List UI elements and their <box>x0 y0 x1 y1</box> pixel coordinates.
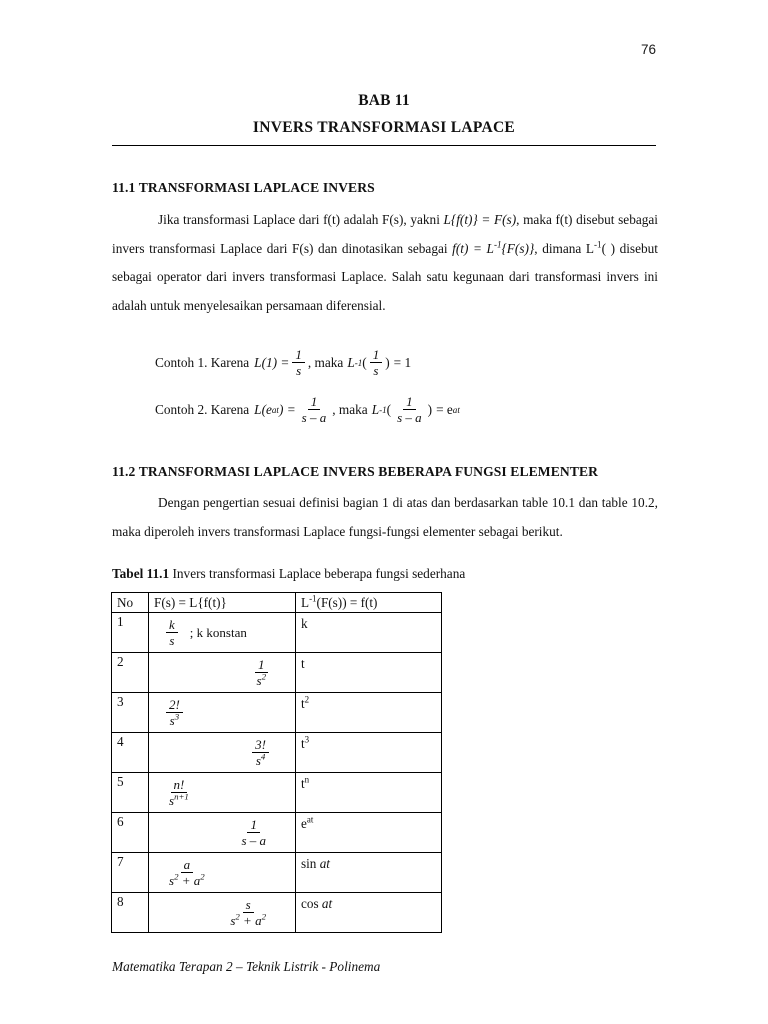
example-2-mid-text: , maka <box>332 401 368 417</box>
example-1-fraction-2 <box>370 348 383 378</box>
fraction-numerator: a <box>181 858 194 873</box>
inverse-exponent: at <box>306 814 314 825</box>
row-number: 5 <box>112 773 149 813</box>
expression-wrapper <box>154 774 290 811</box>
row-inverse-expression <box>296 733 442 773</box>
denominator-exponent: 4 <box>260 751 266 762</box>
row-inverse-expression <box>296 653 442 693</box>
fraction-denominator: $s^4$ <box>255 751 266 768</box>
row-inverse-expression <box>296 853 442 893</box>
fraction-numerator: n! <box>171 778 188 793</box>
row-inverse-expression <box>296 613 442 653</box>
inverse-wrapper: $t^2$ <box>301 694 310 711</box>
fraction <box>254 658 269 688</box>
inverse-wrapper: sin at <box>301 856 330 871</box>
denominator-tail-exponent: 2 <box>200 871 205 882</box>
chapter-title: INVERS TRANSFORMASI LAPACE <box>252 119 516 136</box>
header-inverse: $L^{-1}(F(s)) = f(t)$ <box>296 593 442 613</box>
para2-text: Dengan pengertian sesuai definisi bagian 1 di atas dan berdasarkan table 10.1 dan table 10.2, maka diperoleh invers transformasi Laplace fungsi-fungsi elementer sebagai berikut. <box>112 495 658 539</box>
expression-wrapper <box>154 814 290 851</box>
row-number: 3 <box>112 693 149 733</box>
example-1-paren-open: ( <box>362 354 367 370</box>
denominator-exponent: n+1 <box>174 791 189 802</box>
row-number: 7 <box>112 853 149 893</box>
example-1-operator: L <box>347 354 355 370</box>
row-number: 1 <box>112 613 149 653</box>
table-caption <box>112 566 465 582</box>
table-header-row <box>112 593 442 613</box>
table-row <box>112 853 442 893</box>
example-2-paren-close: ) <box>427 401 433 417</box>
denominator-exponent: 2 <box>261 671 266 682</box>
fraction <box>166 858 208 888</box>
row-transform-expression <box>149 813 296 853</box>
example-1-fraction-2-denominator: s <box>373 363 379 379</box>
expression-note: ; k konstan <box>189 624 247 640</box>
fraction-numerator: k <box>166 618 178 633</box>
inverse-exponent: 2 <box>304 694 310 705</box>
example-2-fraction-2 <box>394 395 425 425</box>
expression-wrapper <box>154 734 290 771</box>
table-row <box>112 893 442 933</box>
inverse-wrapper: $t^n$ <box>301 774 310 791</box>
para1-text-2: , maka f(t) disebut sebagai invers transformasi Laplace dari F(s) dan dinotasikan sebagai <box>112 212 658 256</box>
example-1-fraction-1-denominator: s <box>296 363 302 379</box>
example-2-lhs-end: ) = <box>278 401 296 417</box>
fraction-denominator: s <box>169 633 175 648</box>
section-11-2-paragraph <box>112 489 658 546</box>
chapter-number: BAB 11 <box>358 92 410 109</box>
page-number: 76 <box>640 42 656 57</box>
example-1-result: = 1 <box>393 354 412 370</box>
fraction-denominator: $s^{n+1}$ <box>169 791 189 808</box>
fraction <box>166 618 178 648</box>
row-transform-expression <box>149 693 296 733</box>
table-caption-label: Tabel 11.1 <box>112 566 170 581</box>
table-row <box>112 693 442 733</box>
example-2-fraction-2-numerator: 1 <box>403 395 416 410</box>
expression-wrapper <box>154 654 290 691</box>
para1-text-4: ( ) disebut sebagai operator dari invers transformasi Laplace. Salah satu kegunaan dari transformasi invers ini adalah untuk menyelesaikan persamaan diferensial. <box>112 240 658 313</box>
denominator-exponent: 2 <box>174 871 179 882</box>
row-number: 2 <box>112 653 149 693</box>
example-2-lhs: L(e <box>254 401 272 417</box>
fraction-denominator: s – a <box>241 833 266 848</box>
denominator-tail-exponent: 2 <box>261 911 266 922</box>
example-1-fraction-1-numerator: 1 <box>292 348 305 363</box>
example-1-paren-close: ) <box>385 354 390 370</box>
page-footer: Matematika Terapan 2 – Teknik Listrik - Polinema <box>112 959 381 974</box>
row-number: 8 <box>112 893 149 933</box>
para1-math-2: f(t) = L <box>452 240 494 256</box>
example-2-fraction-1-denominator: s – a <box>301 410 327 426</box>
example-2-fraction-1 <box>299 395 330 425</box>
inverse-exponent: 3 <box>304 734 310 745</box>
inverse-exponent: n <box>304 774 310 785</box>
fraction <box>238 818 269 848</box>
fraction-numerator: s <box>243 898 254 913</box>
fraction-numerator: 1 <box>255 658 268 673</box>
example-1-fraction-2-numerator: 1 <box>370 348 383 363</box>
row-inverse-expression <box>296 693 442 733</box>
row-transform-expression <box>149 613 296 653</box>
heading-divider-rule <box>112 145 656 146</box>
table-caption-text: Invers transformasi Laplace beberapa fungsi sederhana <box>169 566 466 581</box>
fraction-numerator: 1 <box>247 818 260 833</box>
fraction-denominator: $s^2 + a^2$ <box>230 911 266 928</box>
example-1-lhs: L(1) = <box>254 354 290 370</box>
inverse-wrapper: cos at <box>301 896 333 911</box>
example-2-paren-open: ( <box>386 401 392 417</box>
table-row <box>112 733 442 773</box>
example-2-fraction-1-numerator: 1 <box>308 395 321 410</box>
fraction-denominator: $s^2 + a^2$ <box>169 871 205 888</box>
inverse-wrapper: t <box>301 656 305 671</box>
para1-text-3: , dimana L <box>534 240 595 256</box>
row-transform-expression <box>149 773 296 813</box>
row-transform-expression <box>149 653 296 693</box>
para1-text-3-superscript: -1 <box>594 239 602 250</box>
table-row <box>112 773 442 813</box>
section-heading-11-2: 11.2 TRANSFORMASI LAPLACE INVERS BEBERAPA FUNGSI ELEMENTER <box>112 464 599 479</box>
para1-math-3: {F(s)} <box>501 240 535 256</box>
fraction <box>166 698 183 728</box>
inverse-wrapper: $t^3$ <box>301 734 310 751</box>
expression-wrapper <box>154 894 290 931</box>
inverse-italic-arg: at <box>319 856 330 871</box>
inverse-wrapper: k <box>301 616 308 631</box>
expression-wrapper <box>154 614 290 651</box>
fraction-numerator: 3! <box>252 738 269 753</box>
row-number: 4 <box>112 733 149 773</box>
row-inverse-expression <box>296 893 442 933</box>
denominator-exponent: 2 <box>235 911 240 922</box>
example-2-result: = e <box>436 401 453 417</box>
inverse-italic-arg: at <box>321 896 333 911</box>
table-row <box>112 653 442 693</box>
fraction-denominator: $s^2$ <box>256 671 266 688</box>
fraction-numerator: 2! <box>166 698 183 713</box>
row-transform-expression <box>149 853 296 893</box>
fraction <box>166 778 192 808</box>
example-2-operator: L <box>371 401 380 417</box>
para1-text-1: Jika transformasi Laplace dari f(t) adalah F(s), yakni <box>158 212 444 227</box>
example-1-label: Contoh 1. Karena <box>155 354 250 370</box>
denominator-exponent: 3 <box>174 711 180 722</box>
table-row <box>112 613 442 653</box>
fraction <box>252 738 269 768</box>
row-transform-expression <box>149 893 296 933</box>
example-2-fraction-2-denominator: s – a <box>397 410 422 426</box>
row-number: 6 <box>112 813 149 853</box>
example-2: Contoh 2. Karena L(e at ) = $\frac{1}{s - a}$ , maka L -1 ( $\frac{1}{s - a}$ ) = e at <box>155 394 460 426</box>
inverse-wrapper: $e^{at}$ <box>301 814 314 831</box>
fraction-denominator: $s^3$ <box>169 711 180 728</box>
header-fs: F(s) = L{f(t)} <box>149 593 296 613</box>
example-1: Contoh 1. Karena L(1) = $\frac{1}{s}$ , maka L -1 ( $\frac{1}{s}$ ) = 1 <box>155 347 412 379</box>
fraction <box>227 898 269 928</box>
header-inverse-superscript: -1 <box>309 593 317 604</box>
section-heading-11-1: 11.1 TRANSFORMASI LAPLACE INVERS <box>112 180 375 195</box>
example-2-label: Contoh 2. Karena <box>155 401 250 417</box>
example-1-fraction-1 <box>292 348 305 378</box>
expression-wrapper <box>154 694 290 731</box>
expression-wrapper <box>154 854 290 891</box>
para1-math-2-superscript: -1 <box>493 239 502 250</box>
header-no: No <box>112 593 149 613</box>
example-1-mid-text: , maka <box>307 354 344 370</box>
row-transform-expression <box>149 733 296 773</box>
table-row <box>112 813 442 853</box>
row-inverse-expression <box>296 813 442 853</box>
chapter-heading <box>112 88 656 142</box>
laplace-inverse-table <box>111 592 442 933</box>
section-11-1-paragraph <box>112 206 658 320</box>
row-inverse-expression <box>296 773 442 813</box>
para1-math-1: L{f(t)} = F(s) <box>443 212 517 227</box>
